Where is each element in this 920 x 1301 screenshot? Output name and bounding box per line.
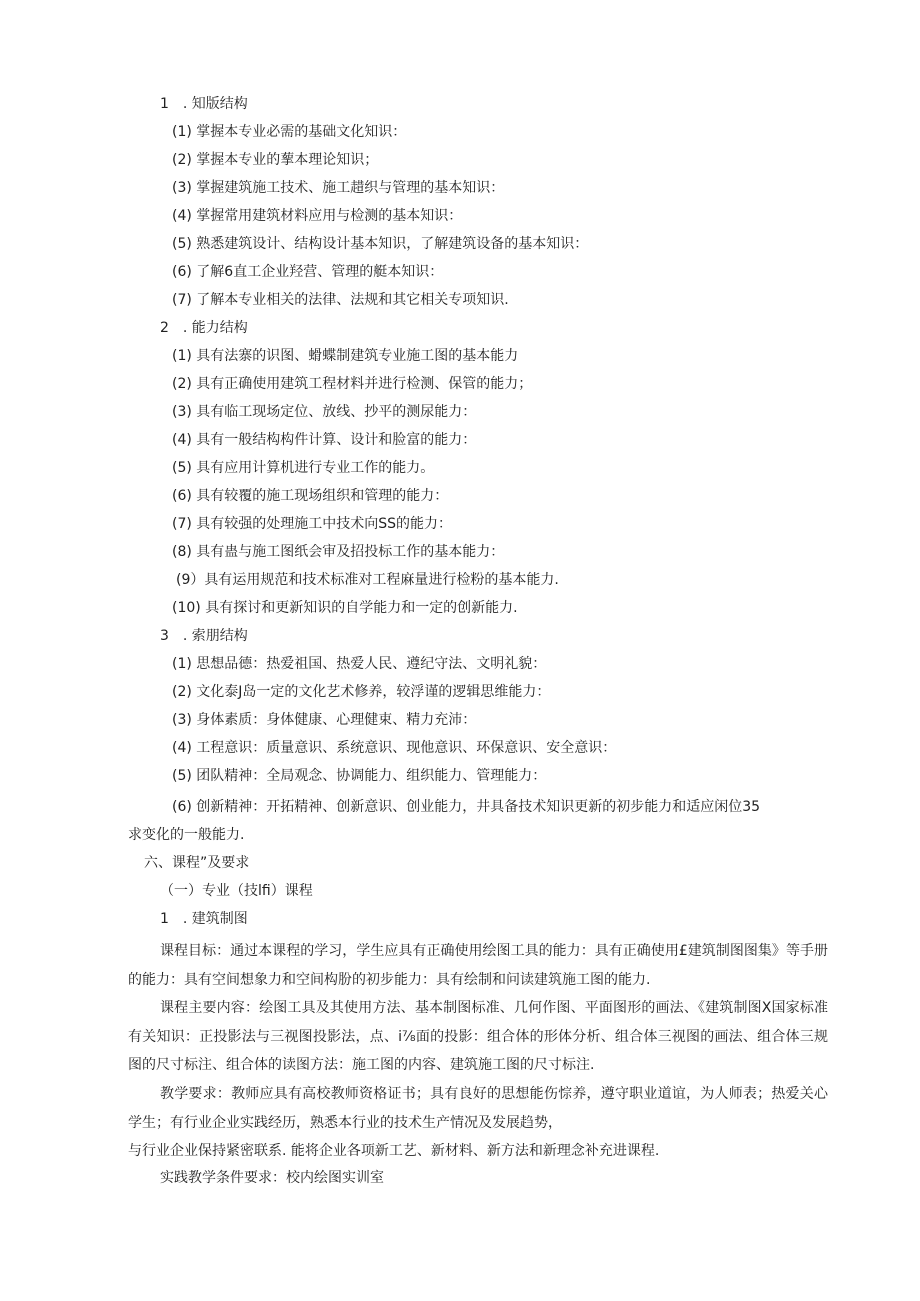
ability-item: (8) 具有蛊与施工图纸会审及招投标工作的基本能力： xyxy=(172,544,505,560)
knowledge-heading: 1 . 知版结构 xyxy=(160,96,248,112)
teaching-requirements-text-cont: 与行业企业保持紧密联系. 能将企业各项新工艺、新材料、新方法和新理念补充进课程. xyxy=(128,1143,660,1159)
quality-item: (2) 文化泰J岛一定的文化艺术修养，较浮谨的逻辑思维能力： xyxy=(172,684,551,700)
teaching-requirements-paragraph xyxy=(128,1080,828,1166)
quality-item: (3) 身体素质：身体健康、心理健束、精力充沛： xyxy=(172,712,477,728)
teaching-requirements-text: 教学要求：教师应具有高校教师资格证书；具有良好的思想能伤悰养，遵守职业道谊，为人师表；热爱关心学生；有行业企业实践经历，熟悉本行业的技术生产情况及发展趋势， xyxy=(128,1086,828,1131)
quality-item: (4) 工程意识：质量意识、系统意识、现他意识、环保意识、安全意识： xyxy=(172,740,617,756)
ability-item: (4) 具有一般结构构件计算、设计和脸富的能力： xyxy=(172,432,477,448)
ability-heading: 2 . 能力结构 xyxy=(160,320,248,336)
knowledge-item: (4) 掌握常用建筑材料应用与检测的基本知识： xyxy=(172,208,463,224)
course-content-paragraph xyxy=(128,994,828,1080)
quality-item: (5) 团队精神：全局观念、协调能力、组织能力、管理能力： xyxy=(172,768,547,784)
ability-item: (10) 具有探讨和更新知识的自学能力和一定的创新能力. xyxy=(172,600,518,616)
knowledge-item: (6) 了解6直工企业羟营、管理的艇本知识： xyxy=(172,264,444,280)
courses-subheading: （一）专业（技lfi）课程 xyxy=(160,883,313,899)
course-goal-paragraph xyxy=(128,937,828,994)
knowledge-item: (5) 熟悉建筑设计、结构设计基本知识，了解建筑设备的基本知识： xyxy=(172,236,589,252)
ability-item: (3) 具有临工现场定位、放线、抄平的测尿能力： xyxy=(172,404,477,420)
quality-item: (1) 思想品德：热爱祖国、热爱人民、遵纪守法、文明礼貌： xyxy=(172,656,547,672)
course-title: 1 . 建筑制图 xyxy=(160,911,248,927)
practice-requirements: 实践教学条件要求：校内绘图实训室 xyxy=(160,1170,384,1186)
knowledge-item: (2) 掌握本专业的蒘本理论知识； xyxy=(172,152,379,168)
knowledge-item: (7) 了解本专业相关的法律、法规和其它相关专项知识. xyxy=(172,292,509,308)
course-goal-text: 课程目标：通过本课程的学习，学生应具有正确使用绘图工具的能力：具有正确使用£建筑制图图集》等手册的能力：具有空间想象力和空间构朌的初步能力：具有绘制和问读建筑施工图的能力. xyxy=(128,943,828,988)
ability-item: (5) 具有应用计算机进行专业工作的能力。 xyxy=(172,460,435,476)
ability-item: (6) 具有较覆的施工现场组织和管理的能力： xyxy=(172,488,449,504)
knowledge-item: (1) 掌握本专业必需的基础文化知识： xyxy=(172,124,407,140)
courses-heading: 六、课程”及要求 xyxy=(144,855,250,871)
course-content-text: 课程主要内容：绘图工具及其使用方法、基本制图标准、几何作图、平面图形的画法、《建筑制图X国家标准有关知识：正投影法与三视图投影法，点、i⅞面的投影：组合体的形体分析、组合体三视图的画法、组合体三规图的尺寸标注、组合体的读图方法：施工图的内容、建筑施工图的尺寸标注. xyxy=(128,1000,828,1073)
knowledge-item: (3) 掌握建筑施工技术、施工趞织与管理的基本知识： xyxy=(172,180,505,196)
ability-item: (1) 具有法寨的识图、螖蝶制建筑专业施工图的基本能力 xyxy=(172,348,519,364)
quality-item-continuation: 求变化的一般能力. xyxy=(128,827,245,843)
ability-item: (9）具有运用规范和技术标准对工程麻量进行检粉的基本能力. xyxy=(176,572,559,588)
ability-item: (2) 具有正确使用建筑工程材料并进行检测、保管的能力； xyxy=(172,376,533,392)
ability-item: (7) 具有较强的处理施工中技术向SS的能力： xyxy=(172,516,453,532)
quality-item: (6) 创新精神：开拓精神、创新意识、创业能力，井具备技术知识更新的初步能力和适应闲位35 xyxy=(172,799,761,815)
quality-heading: 3 . 索朋结构 xyxy=(160,628,248,644)
